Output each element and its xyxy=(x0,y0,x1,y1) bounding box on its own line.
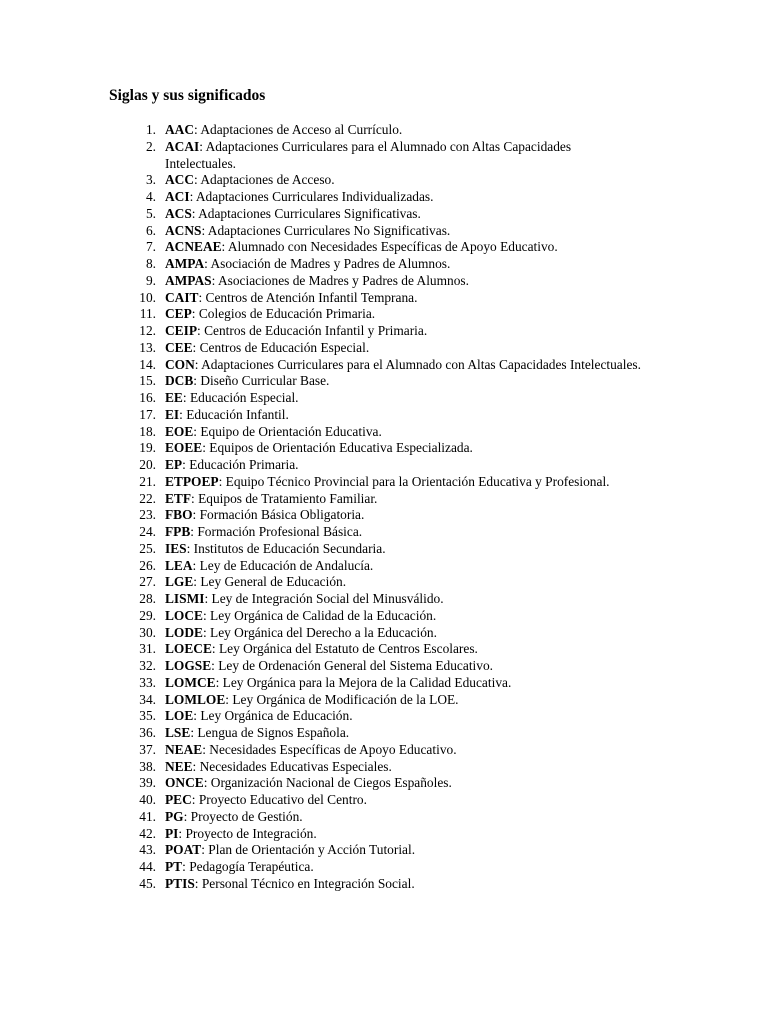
list-item-gap xyxy=(156,457,165,474)
list-item-gap xyxy=(156,390,165,407)
acronym: LOCE xyxy=(165,607,203,623)
acronym: CEP xyxy=(165,306,192,322)
acronym-meaning: : Diseño Curricular Base. xyxy=(193,373,330,389)
acronym-meaning: : Asociación de Madres y Padres de Alumnos. xyxy=(204,256,451,271)
list-item xyxy=(109,742,669,759)
list-item-gap xyxy=(156,625,165,642)
acronym: ACS xyxy=(165,205,192,221)
list-item xyxy=(109,357,669,374)
list-item-number: 22. xyxy=(139,490,156,506)
list-item-number: 6. xyxy=(145,222,156,238)
list-item xyxy=(109,608,669,625)
list-item-gap xyxy=(156,775,165,792)
acronym-meaning: : Proyecto de Gestión. xyxy=(183,808,303,824)
acronym-meaning: : Necesidades Educativas Especiales. xyxy=(192,758,392,774)
list-item-text xyxy=(165,775,641,792)
list-item-gap xyxy=(156,675,165,692)
acronym: NEE xyxy=(165,758,193,774)
list-item-text xyxy=(165,290,641,307)
acronym-meaning: : Ley Orgánica para la Mejora de la Calidad Educativa. xyxy=(215,674,512,690)
list-item-gap xyxy=(156,122,165,139)
acronym: NEAE xyxy=(165,741,203,757)
list-item-text xyxy=(165,742,641,759)
list-item-gap xyxy=(156,290,165,307)
acronym: LEA xyxy=(165,557,193,573)
acronym: ETPOEP xyxy=(165,473,219,489)
list-item-text xyxy=(165,407,641,424)
acronym-meaning: : Centros de Educación Infantil y Primaria. xyxy=(197,323,428,338)
list-item-gap xyxy=(156,725,165,742)
acronym-meaning: : Ley de Educación de Andalucía. xyxy=(192,557,374,573)
list-item xyxy=(109,725,669,742)
list-item-number: 1. xyxy=(145,122,156,137)
acronym: FBO xyxy=(165,507,193,523)
list-item-text xyxy=(165,859,641,876)
acronym-meaning: : Pedagogía Terapéutica. xyxy=(182,859,314,874)
list-item xyxy=(109,223,669,240)
acronym-meaning: : Lengua de Signos Española. xyxy=(190,725,350,740)
list-item-gap xyxy=(156,172,165,189)
list-item-gap xyxy=(156,792,165,809)
list-item-gap xyxy=(156,424,165,441)
acronym-meaning: : Formación Profesional Básica. xyxy=(190,524,363,539)
list-item-number: 21. xyxy=(139,473,156,489)
list-item-number: 31. xyxy=(139,641,156,657)
list-item-text xyxy=(165,424,641,441)
list-item xyxy=(109,139,669,173)
list-item xyxy=(109,206,669,223)
acronym: LOE xyxy=(165,708,194,724)
list-item-gap xyxy=(156,139,165,173)
list-item-text xyxy=(165,323,641,340)
acronym: LOMCE xyxy=(165,674,216,690)
list-item-gap xyxy=(156,223,165,240)
list-item-text xyxy=(165,842,641,859)
list-item-gap xyxy=(156,809,165,826)
acronym: ACC xyxy=(165,172,195,188)
list-item-number: 7. xyxy=(145,239,156,255)
list-item xyxy=(109,658,669,675)
list-item-text xyxy=(165,792,641,809)
list-item-number: 11. xyxy=(139,306,156,322)
acronym-meaning: : Formación Básica Obligatoria. xyxy=(192,507,365,523)
list-item-text xyxy=(165,759,641,776)
acronym: ACAI xyxy=(165,138,200,154)
acronym-meaning: : Centros de Educación Especial. xyxy=(192,339,370,355)
list-item-gap xyxy=(156,273,165,290)
acronym: ACNS xyxy=(165,222,202,238)
list-item xyxy=(109,591,669,608)
list-item-gap xyxy=(156,859,165,876)
list-item-text xyxy=(165,440,641,457)
list-item xyxy=(109,775,669,792)
list-item-gap xyxy=(156,658,165,675)
acronym-meaning: : Educación Primaria. xyxy=(182,457,299,472)
list-item-number: 18. xyxy=(139,423,156,439)
acronym: EI xyxy=(165,406,180,422)
list-item-gap xyxy=(156,357,165,374)
list-item xyxy=(109,239,669,256)
list-item-text xyxy=(165,172,641,189)
list-item-number: 15. xyxy=(139,373,156,389)
list-item-text xyxy=(165,491,641,508)
list-item xyxy=(109,625,669,642)
list-item-number: 43. xyxy=(139,842,156,858)
acronym: ONCE xyxy=(165,775,204,791)
list-item-number: 35. xyxy=(139,708,156,724)
list-item-text xyxy=(165,574,641,591)
list-item-text xyxy=(165,641,641,658)
list-item-number: 24. xyxy=(139,524,156,539)
list-item-text xyxy=(165,306,641,323)
document-page xyxy=(109,86,669,893)
list-item-gap xyxy=(156,692,165,709)
list-item-text xyxy=(165,692,641,709)
list-item-gap xyxy=(156,591,165,608)
list-item-number: 8. xyxy=(145,256,156,271)
list-item-gap xyxy=(156,373,165,390)
list-item xyxy=(109,524,669,541)
list-item-gap xyxy=(156,323,165,340)
acronym-meaning: : Proyecto Educativo del Centro. xyxy=(191,792,367,807)
list-item-text xyxy=(165,474,641,491)
acronym: POAT xyxy=(165,842,202,858)
acronym: CAIT xyxy=(165,289,199,305)
list-item-gap xyxy=(156,524,165,541)
list-item-number: 10. xyxy=(139,289,156,305)
page-title: Siglas y sus significados xyxy=(109,87,266,104)
list-item xyxy=(109,541,669,558)
list-item-gap xyxy=(156,608,165,625)
list-item-text xyxy=(165,809,641,826)
list-item-number: 19. xyxy=(139,440,156,456)
acronym-meaning: : Educación Especial. xyxy=(182,390,299,405)
list-item xyxy=(109,256,669,273)
acronym-meaning: : Colegios de Educación Primaria. xyxy=(191,306,376,322)
list-item xyxy=(109,390,669,407)
list-item xyxy=(109,675,669,692)
list-item-text xyxy=(165,708,641,725)
acronym-meaning: : Personal Técnico en Integración Social. xyxy=(194,875,415,891)
acronym-meaning: : Educación Infantil. xyxy=(179,406,289,422)
acronym-meaning: : Equipos de Tratamiento Familiar. xyxy=(191,490,378,506)
acronym: PG xyxy=(165,808,184,824)
list-item-number: 26. xyxy=(139,557,156,573)
acronym: LSE xyxy=(165,725,191,740)
list-item-text xyxy=(165,675,641,692)
list-item-text xyxy=(165,524,641,541)
acronym: AMPAS xyxy=(165,272,212,288)
list-item-gap xyxy=(156,407,165,424)
list-item-number: 17. xyxy=(139,406,156,422)
list-item xyxy=(109,323,669,340)
list-item xyxy=(109,306,669,323)
acronym-meaning: : Ley Orgánica de Calidad de la Educación. xyxy=(202,607,437,623)
list-item-number: 23. xyxy=(139,507,156,523)
list-item xyxy=(109,859,669,876)
list-item-number: 5. xyxy=(145,205,156,221)
acronym-meaning: : Ley Orgánica de Educación. xyxy=(193,708,353,724)
list-item-text xyxy=(165,608,641,625)
list-item xyxy=(109,340,669,357)
list-item-number: 29. xyxy=(139,607,156,623)
list-item-gap xyxy=(156,842,165,859)
list-item-text xyxy=(165,189,641,206)
list-item-gap xyxy=(156,189,165,206)
acronym-meaning: : Ley Orgánica del Derecho a la Educación. xyxy=(202,624,437,640)
acronym: FPB xyxy=(165,524,191,539)
list-item-number: 45. xyxy=(139,875,156,891)
acronym-meaning: : Institutos de Educación Secundaria. xyxy=(186,540,386,556)
acronym-meaning: : Adaptaciones de Acceso. xyxy=(194,172,335,188)
list-item-number: 36. xyxy=(139,725,156,740)
acronym-meaning: : Equipo de Orientación Educativa. xyxy=(193,423,382,439)
list-item-number: 25. xyxy=(139,540,156,556)
list-item xyxy=(109,424,669,441)
list-item-number: 34. xyxy=(139,691,156,707)
list-item xyxy=(109,474,669,491)
acronym-meaning: : Centros de Atención Infantil Temprana. xyxy=(198,289,418,305)
list-item-text xyxy=(165,591,641,608)
list-item-number: 2. xyxy=(145,138,156,154)
acronym-meaning: : Ley de Ordenación General del Sistema Educativo. xyxy=(211,658,494,673)
list-item xyxy=(109,172,669,189)
list-item-number: 4. xyxy=(145,189,156,204)
acronym-meaning: : Adaptaciones Curriculares Significativas. xyxy=(191,205,421,221)
list-item-gap xyxy=(156,759,165,776)
acronym-meaning: : Asociaciones de Madres y Padres de Alumnos. xyxy=(211,272,469,288)
list-item-gap xyxy=(156,256,165,273)
list-item xyxy=(109,574,669,591)
acronym: LOECE xyxy=(165,641,212,657)
list-item xyxy=(109,809,669,826)
acronym-meaning: : Adaptaciones Curriculares Individualizadas. xyxy=(189,189,434,204)
list-item xyxy=(109,708,669,725)
list-item-text xyxy=(165,223,641,240)
acronym: PI xyxy=(165,825,179,841)
list-item xyxy=(109,373,669,390)
list-item xyxy=(109,792,669,809)
acronym: EP xyxy=(165,457,183,472)
acronym: ETF xyxy=(165,490,192,506)
list-item-number: 27. xyxy=(139,574,156,590)
acronym-meaning: : Ley Orgánica del Estatuto de Centros Escolares. xyxy=(211,641,478,657)
acronym-meaning: : Ley de Integración Social del Minusválido. xyxy=(204,591,444,606)
acronym-meaning: : Necesidades Específicas de Apoyo Educativo. xyxy=(202,741,457,757)
acronym-meaning: : Equipo Técnico Provincial para la Orientación Educativa y Profesional. xyxy=(218,473,610,489)
list-item xyxy=(109,641,669,658)
list-item-text xyxy=(165,390,641,407)
acronym: LODE xyxy=(165,624,203,640)
list-item-text xyxy=(165,558,641,575)
acronym: PTIS xyxy=(165,875,195,891)
list-item xyxy=(109,826,669,843)
acronym: ACI xyxy=(165,189,190,204)
acronym-meaning: : Adaptaciones Curriculares para el Alumnado con Altas Capacidades Intelectuales. xyxy=(194,356,641,372)
list-item-text xyxy=(165,541,641,558)
list-item-number: 42. xyxy=(139,825,156,841)
list-item-gap xyxy=(156,491,165,508)
list-item-number: 13. xyxy=(139,339,156,355)
list-item xyxy=(109,491,669,508)
list-item-text xyxy=(165,340,641,357)
list-item-text xyxy=(165,507,641,524)
list-item-number: 12. xyxy=(139,323,156,338)
list-item xyxy=(109,290,669,307)
list-item-text xyxy=(165,139,641,173)
list-item xyxy=(109,759,669,776)
acronym: ACNEAE xyxy=(165,239,222,255)
list-item xyxy=(109,692,669,709)
acronym: LISMI xyxy=(165,591,205,606)
acronym: EOE xyxy=(165,423,194,439)
list-item-gap xyxy=(156,742,165,759)
list-item xyxy=(109,189,669,206)
acronym-meaning: : Ley General de Educación. xyxy=(193,574,347,590)
acronym: EE xyxy=(165,390,183,405)
acronym: AAC xyxy=(165,122,195,137)
list-item-number: 39. xyxy=(139,775,156,791)
acronym-meaning: : Ley Orgánica de Modificación de la LOE. xyxy=(225,691,459,707)
acronym: LOMLOE xyxy=(165,691,226,707)
acronym-meaning: : Proyecto de Integración. xyxy=(178,825,317,841)
list-item-number: 37. xyxy=(139,741,156,757)
list-item-number: 9. xyxy=(145,272,156,288)
list-item-text xyxy=(165,273,641,290)
acronym: PT xyxy=(165,859,183,874)
list-item-number: 32. xyxy=(139,658,156,673)
acronym-meaning: : Equipos de Orientación Educativa Especializada. xyxy=(202,440,473,456)
list-item-text xyxy=(165,373,641,390)
acronym: EOEE xyxy=(165,440,203,456)
list-item-text xyxy=(165,725,641,742)
acronym: LGE xyxy=(165,574,194,590)
acronym-meaning: : Organización Nacional de Ciegos Españoles. xyxy=(203,775,452,791)
acronym-meaning: : Adaptaciones de Acceso al Currículo. xyxy=(194,122,403,137)
acronym-meaning: : Alumnado con Necesidades Específicas de Apoyo Educativo. xyxy=(221,239,558,255)
list-item-gap xyxy=(156,340,165,357)
acronym: AMPA xyxy=(165,256,205,271)
list-item xyxy=(109,407,669,424)
acronym-list xyxy=(109,122,669,893)
acronym-meaning: : Adaptaciones Curriculares No Significativas. xyxy=(201,222,451,238)
acronym-meaning: : Adaptaciones Curriculares para el Alumnado con Altas Capacidades Intelectuales. xyxy=(165,138,572,171)
list-item xyxy=(109,842,669,859)
list-item-number: 28. xyxy=(139,591,156,606)
list-item-gap xyxy=(156,507,165,524)
acronym: CEE xyxy=(165,339,193,355)
list-item-number: 44. xyxy=(139,859,156,874)
list-item-gap xyxy=(156,641,165,658)
list-item xyxy=(109,457,669,474)
list-item-gap xyxy=(156,239,165,256)
list-item-gap xyxy=(156,574,165,591)
list-item-number: 33. xyxy=(139,674,156,690)
list-item-number: 30. xyxy=(139,624,156,640)
acronym: CEIP xyxy=(165,323,197,338)
list-item-gap xyxy=(156,558,165,575)
acronym: DCB xyxy=(165,373,194,389)
list-item-number: 40. xyxy=(139,792,156,807)
list-item-gap xyxy=(156,541,165,558)
list-item-text xyxy=(165,826,641,843)
list-item-gap xyxy=(156,708,165,725)
list-item xyxy=(109,440,669,457)
list-item-number: 14. xyxy=(139,356,156,372)
list-item xyxy=(109,507,669,524)
list-item-gap xyxy=(156,206,165,223)
list-item-number: 16. xyxy=(139,390,156,405)
list-item xyxy=(109,876,669,893)
list-item-text xyxy=(165,206,641,223)
list-item-text xyxy=(165,256,641,273)
list-item-text xyxy=(165,122,641,139)
list-item-text xyxy=(165,876,641,893)
list-item-number: 41. xyxy=(139,808,156,824)
list-item-gap xyxy=(156,440,165,457)
list-item-gap xyxy=(156,876,165,893)
acronym: PEC xyxy=(165,792,192,807)
list-item-text xyxy=(165,239,641,256)
list-item-text xyxy=(165,457,641,474)
list-item-text xyxy=(165,658,641,675)
list-item-number: 38. xyxy=(139,758,156,774)
acronym-meaning: : Plan de Orientación y Acción Tutorial. xyxy=(201,842,416,858)
list-item-text xyxy=(165,625,641,642)
list-item xyxy=(109,558,669,575)
list-item-text xyxy=(165,357,641,374)
list-item-gap xyxy=(156,474,165,491)
acronym: LOGSE xyxy=(165,658,212,673)
list-item-number: 20. xyxy=(139,457,156,472)
list-item-number: 3. xyxy=(145,172,156,188)
list-item-gap xyxy=(156,826,165,843)
acronym: IES xyxy=(165,540,187,556)
list-item-gap xyxy=(156,306,165,323)
acronym: CON xyxy=(165,356,195,372)
list-item xyxy=(109,122,669,139)
list-item xyxy=(109,273,669,290)
